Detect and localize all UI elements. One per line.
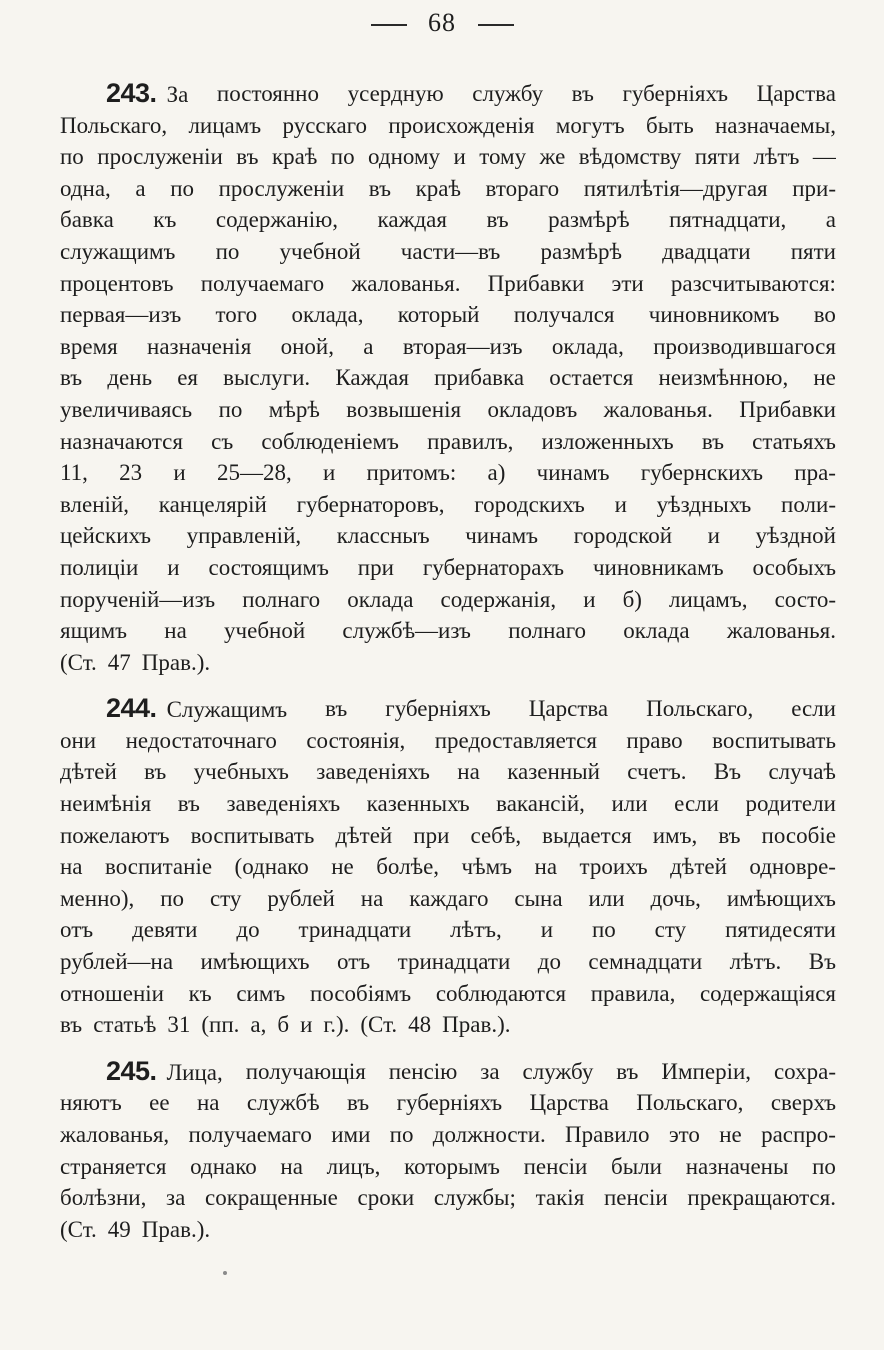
text-line: увеличиваясь по мѣрѣ возвышенія окладовъ жалованья. Прибавки bbox=[60, 396, 836, 422]
text-line: время назначенія оной, а вторая—изъ оклада, производившагося bbox=[60, 333, 836, 359]
text-line: 243. За постоянно усердную службу въ губерніяхъ Царства bbox=[106, 78, 836, 108]
text-line: Польскаго, лицамъ русскаго происхожденія могутъ быть назначаемы, bbox=[60, 112, 836, 138]
text-line: 245. Лица, получающія пенсію за службу въ Имперіи, сохра- bbox=[106, 1055, 836, 1086]
page-number: 68 bbox=[428, 8, 456, 37]
article-number: 245. bbox=[106, 1055, 157, 1086]
print-speck bbox=[223, 1271, 227, 1275]
text-line: въ статьѣ 31 (пп. а, б и г.). (Ст. 48 Прав.). bbox=[60, 1012, 511, 1038]
text-line: одна, а по прослуженіи въ краѣ втораго пятилѣтія—другая при- bbox=[60, 175, 836, 201]
text-line: порученій—изъ полнаго оклада содержанія, и б) лицамъ, состо- bbox=[60, 586, 836, 612]
text-line: 11, 23 и 25—28, и притомъ: а) чинамъ губернскихъ пра- bbox=[60, 460, 836, 486]
text-line: вленій, канцелярій губернаторовъ, городскихъ и уѣздныхъ поли- bbox=[60, 491, 836, 517]
text-line: рублей—на имѣющихъ отъ тринадцати до семнадцати лѣтъ. Въ bbox=[60, 949, 836, 975]
text-line: ящимъ на учебной службѣ—изъ полнаго оклада жалованья. bbox=[60, 618, 836, 644]
text-line: они недостаточнаго состоянія, предоставляется право воспитывать bbox=[60, 727, 836, 753]
text-line: въ день ея выслуги. Каждая прибавка остается неизмѣнною, не bbox=[60, 365, 836, 391]
text-line: на воспитаніе (однако не болѣе, чѣмъ на троихъ дѣтей одновре- bbox=[60, 854, 836, 880]
text-line: менно), по сту рублей на каждаго сына или дочь, имѣющихъ bbox=[60, 885, 836, 911]
article-number: 244. bbox=[106, 693, 157, 724]
text-line: отъ девяти до тринадцати лѣтъ, и по сту пятидесяти bbox=[60, 917, 836, 943]
text-line: полиціи и состоящимъ при губернаторахъ чиновникамъ особыхъ bbox=[60, 554, 836, 580]
text-line: процентовъ получаемаго жалованья. Прибавки эти разсчитываются: bbox=[60, 270, 836, 296]
text-line: жалованья, получаемаго ими по должности. Правило это не распро- bbox=[60, 1122, 836, 1147]
text-line: первая—изъ того оклада, который получался чиновникомъ во bbox=[60, 302, 836, 328]
text-line: 244. Служащимъ въ губерніяхъ Царства Польскаго, если bbox=[106, 693, 836, 724]
article-243 bbox=[60, 78, 836, 678]
header-dash-right bbox=[478, 24, 514, 26]
text-line: пожелаютъ воспитывать дѣтей при себѣ, выдается имъ, въ пособіе bbox=[60, 822, 836, 848]
text-line: назначаются съ соблюденіемъ правилъ, изложенныхъ въ статьяхъ bbox=[60, 428, 836, 454]
header-dash-left bbox=[371, 24, 407, 26]
text-line: (Ст. 47 Прав.). bbox=[60, 649, 211, 675]
text-line: (Ст. 49 Прав.). bbox=[60, 1216, 211, 1242]
text-line: цейскихъ управленій, классныъ чинамъ городской и уѣздной bbox=[60, 523, 836, 549]
text-line: болѣзни, за сокращенные сроки службы; такія пенсіи прекращаются. bbox=[60, 1185, 836, 1211]
text-line: бавка къ содержанію, каждая въ размѣрѣ пятнадцати, а bbox=[60, 207, 836, 233]
text-line: дѣтей въ учебныхъ заведеніяхъ на казенный счетъ. Въ случаѣ bbox=[60, 759, 836, 785]
page-body bbox=[60, 78, 836, 1260]
article-245 bbox=[60, 1056, 836, 1246]
text-line: отношеніи къ симъ пособіямъ соблюдаются правила, содержащіяся bbox=[60, 980, 836, 1006]
text-line: служащимъ по учебной части—въ размѣрѣ двадцати пяти bbox=[60, 238, 836, 264]
page-header bbox=[0, 6, 884, 40]
text-line: страняется однако на лицъ, которымъ пенсіи были назначены по bbox=[60, 1153, 836, 1179]
article-244 bbox=[60, 693, 836, 1041]
text-line: по прослуженіи въ краѣ по одному и тому же вѣдомству пяти лѣтъ — bbox=[60, 144, 836, 170]
text-line: неимѣнія въ заведеніяхъ казенныхъ вакансій, или если родители bbox=[60, 791, 836, 817]
text-line: няютъ ее на службѣ въ губерніяхъ Царства Польскаго, сверхъ bbox=[60, 1090, 836, 1116]
article-number: 243. bbox=[106, 78, 157, 108]
